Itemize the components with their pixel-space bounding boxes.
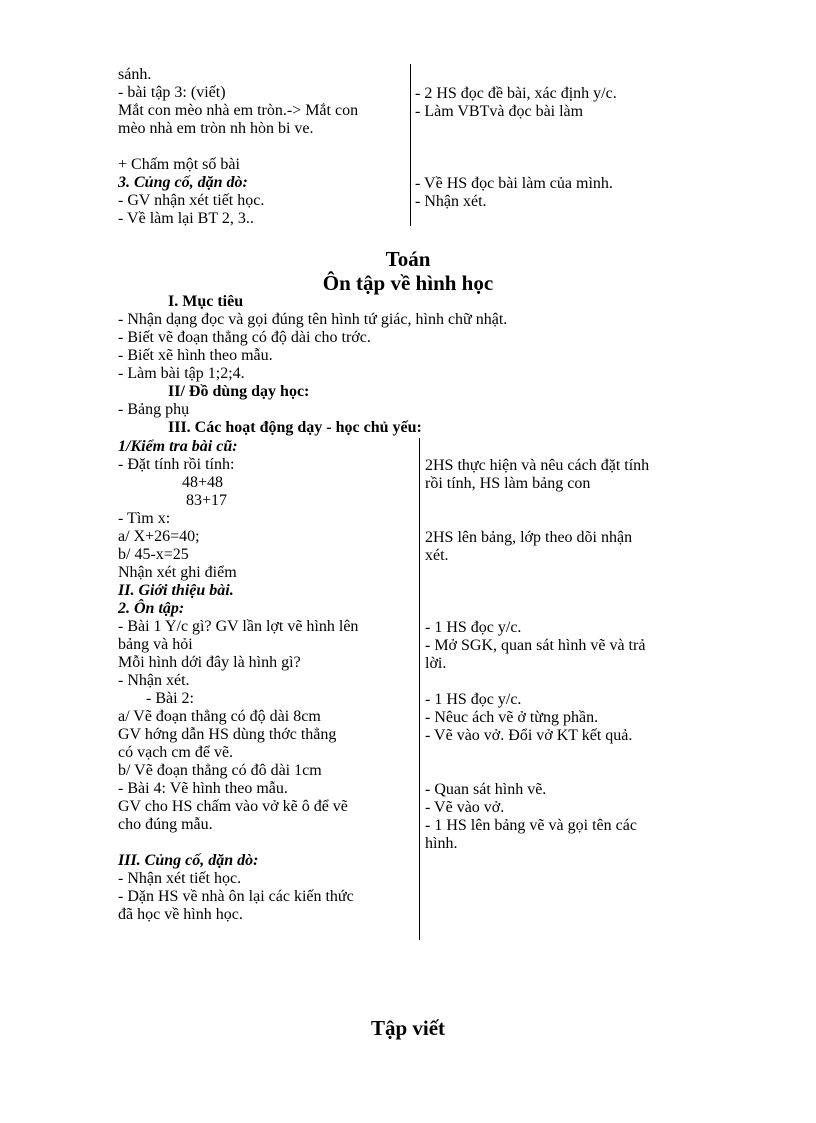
left-line: cho đúng mẫu. [118, 816, 213, 833]
left-line: GV hớng dẫn HS dùng thớc thẳng [118, 726, 337, 743]
left-heading-practice: 2. Ôn tập: [118, 600, 185, 617]
top-left-line-5: + Chấm một số bài [118, 156, 240, 173]
right-line: 2HS lên bảng, lớp theo dõi nhận [425, 529, 633, 546]
right-line: 2HS thực hiện và nêu cách đặt tính [425, 457, 650, 474]
right-line: xét. [425, 547, 449, 564]
left-line: - Nhận xét tiết học. [118, 870, 242, 887]
top-left-line-7: - GV nhận xét tiết học. [118, 192, 265, 209]
objective-item: - Biết xẽ hình theo mẫu. [118, 347, 273, 364]
top-left-line-8: - Về làm lại BT 2, 3.. [118, 210, 254, 227]
top-left-line-3: Mắt con mèo nhà em tròn.-> Mắt con [118, 102, 359, 119]
top-left-line-1: sánh. [118, 66, 152, 83]
left-heading-intro: II. Giới thiệu bài. [118, 582, 234, 599]
top-right-line-3: - Về HS đọc bài làm của mình. [415, 175, 613, 192]
right-line: - 1 HS đọc y/c. [425, 619, 522, 636]
left-line: b/ Vẽ đoạn thẳng có đô dài 1cm [118, 762, 322, 779]
left-line: a/ Vẽ đoạn thẳng có độ dài 8cm [118, 708, 321, 725]
left-line: - Bài 1 Y/c gì? GV lần lợt vẽ hình lên [118, 618, 359, 635]
left-line: Mỗi hình dới đây là hình gì? [118, 654, 301, 671]
left-line: 48+48 [182, 474, 224, 491]
lesson-subject: Toán [385, 247, 431, 271]
lesson-title: Ôn tập về hình học [322, 271, 494, 295]
top-column-divider [410, 64, 411, 226]
left-line: - Bài 4: Vẽ hình theo mẫu. [118, 780, 288, 797]
top-right-line-2: - Làm VBTvà đọc bài làm [415, 103, 584, 120]
left-line: GV cho HS chấm vào vở kẽ ô để vẽ [118, 798, 348, 815]
top-right-line-1: - 2 HS đọc đề bài, xác định y/c. [415, 85, 617, 102]
left-heading-consolidation: III. Củng cố, dặn dò: [118, 852, 259, 869]
activities-heading: III. Các hoạt động dạy - học chủ yếu: [168, 419, 422, 436]
objective-item: - Biết vẽ đoạn thẳng có độ dài cho trớc. [118, 329, 371, 346]
top-left-line-4: mèo nhà em tròn nh hòn bi ve. [118, 120, 314, 137]
right-line: - 1 HS đọc y/c. [425, 691, 522, 708]
left-line: - Nhận xét. [118, 672, 190, 689]
right-line: - Vẽ vào vở. Đổi vở KT kết quả. [425, 727, 633, 744]
left-line: a/ X+26=40; [118, 528, 200, 545]
left-line: bảng và hỏi [118, 636, 193, 653]
left-heading-review: 1/Kiểm tra bài cũ: [118, 438, 238, 455]
left-line: - Tìm x: [118, 510, 171, 527]
next-lesson-title: Tập viết [370, 1016, 446, 1040]
top-left-heading-consolidation: 3. Củng cố, dặn dò: [118, 174, 248, 191]
top-left-line-2: - bài tập 3: (viết) [118, 84, 226, 101]
left-line: - Dặn HS về nhà ôn lại các kiến thức [118, 888, 354, 905]
objectives-heading: I. Mục tiêu [168, 293, 244, 310]
top-right-line-4: - Nhận xét. [415, 193, 487, 210]
right-line: - 1 HS lên bảng vẽ và gọi tên các [425, 817, 637, 834]
left-line: - Đặt tính rồi tính: [118, 456, 235, 473]
right-line: hình. [425, 835, 458, 852]
left-line: đã học về hình học. [118, 906, 243, 923]
left-line: - Bài 2: [146, 690, 194, 707]
right-line: - Quan sát hình vẽ. [425, 781, 547, 798]
objective-item: - Làm bài tập 1;2;4. [118, 365, 245, 382]
left-line: có vạch cm để vẽ. [118, 744, 234, 761]
left-line: 83+17 [186, 492, 228, 509]
left-line: b/ 45-x=25 [118, 546, 189, 563]
objective-item: - Nhận dạng đọc và gọi đúng tên hình tứ giác, hình chữ nhật. [118, 311, 508, 328]
materials-heading: II/ Đồ dùng dạy học: [168, 383, 310, 400]
right-line: rồi tính, HS làm bảng con [425, 475, 591, 492]
left-line: Nhận xét ghi điểm [118, 564, 237, 581]
right-line: - Mở SGK, quan sát hình vẽ và trả [425, 637, 646, 654]
activities-column-divider [419, 438, 420, 940]
right-line: - Nêuc ách vẽ ở từng phần. [425, 709, 599, 726]
materials-item: - Bảng phụ [118, 401, 190, 418]
right-line: lời. [425, 655, 447, 672]
right-line: - Vẽ vào vở. [425, 799, 505, 816]
